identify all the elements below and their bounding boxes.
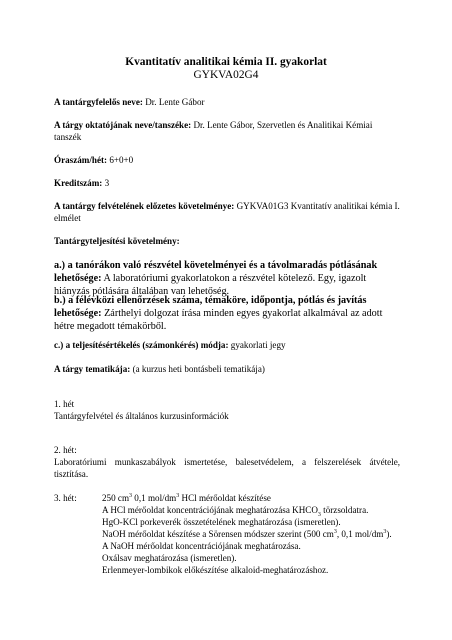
hours-label: Óraszám/hét: xyxy=(54,155,108,165)
prereq-value: GYKVA01G3 Kvantitatív analitikai kémia I. elmélet xyxy=(54,201,400,223)
hours-value: 6+0+0 xyxy=(109,155,134,165)
responsible-line xyxy=(54,97,400,109)
thematics-note: (a kurzus heti bontásbeli tematikája) xyxy=(132,364,265,374)
teacher-line xyxy=(54,120,400,143)
requirement-b xyxy=(54,294,402,333)
document-title: Kvantitatív analitikai kémia II. gyakorlat xyxy=(125,56,327,68)
requirement-c xyxy=(54,340,400,352)
requirement-a-heading: a.) a tanórákon való részvétel követelményei és a távolmaradás pótlásának lehetősége: xyxy=(54,260,378,284)
requirements-heading: Tantárgyteljesítési követelmény: xyxy=(54,236,180,246)
prereq-line xyxy=(54,201,400,224)
prereq-label: A tantárgy felvételének előzetes követelménye: xyxy=(54,201,235,211)
week3-line-2: A HCl mérőoldat koncentrációjának meghatározása $KHCO_3$ törzsoldatra. xyxy=(102,505,369,518)
week3-line-6: Oxálsav meghatározása (ismeretlen). xyxy=(102,553,237,563)
week1-label: 1. hét xyxy=(54,399,75,409)
week3-line-3: HgO-KCl porkeverék összetételének meghatározása (ismeretlen). xyxy=(102,517,341,527)
week3-label: 3. hét: xyxy=(54,493,77,503)
credits-line xyxy=(54,178,400,190)
requirement-a xyxy=(54,259,402,298)
requirement-c-text: gyakorlati jegy xyxy=(230,340,286,350)
requirement-b-text: Zárthelyi dolgozat írása minden egyes gyakorlat alkalmával az adott hétre megadott témakörből. xyxy=(54,308,383,332)
teacher-label: A tárgy oktatójának neve/tanszéke: xyxy=(54,120,192,130)
week3-line-7: Erlenmeyer-lombikok előkészítése alkaloid-meghatározáshoz. xyxy=(102,565,329,575)
week2-label: 2. hét: xyxy=(54,445,77,455)
hours-line xyxy=(54,155,400,167)
week3-line-4: NaOH mérőoldat készítése a Sörensen módszer szerint (500 $cm^3$, 0,1 mol/$dm^3$). xyxy=(102,528,392,539)
week3-line-5: A NaOH mérőoldat koncentrációjának meghatározása. xyxy=(102,541,301,551)
responsible-label: A tantárgyfelelős neve: xyxy=(54,97,143,107)
week2-text xyxy=(54,457,400,480)
thematics-line xyxy=(54,364,400,376)
responsible-value: Dr. Lente Gábor xyxy=(145,97,205,107)
week1-text: Tantárgyfelvétel és általános kurzusinformációk xyxy=(54,411,229,421)
thematics-label: A tárgy tematikája: xyxy=(54,364,131,374)
week3-line-1: 250 $cm^3$ 0,1 mol/$dm^3$ HCl mérőoldat készítése xyxy=(102,492,271,503)
requirement-a-text: A laboratóriumi gyakorlatokon a részvétel kötelező. Egy, igazolt hiányzás pótlására általában van lehetőség. xyxy=(54,273,367,297)
credits-value: 3 xyxy=(104,178,110,188)
course-code: GYKVA02G4 xyxy=(193,69,259,81)
requirement-b-heading: b.) a félévközi ellenőrzések száma, témaköre, időpontja, pótlás és javítás lehetősége: xyxy=(54,295,367,319)
requirement-c-heading: c.) a teljesítésértékelés (számonkérés) módja: xyxy=(54,340,229,350)
teacher-value: Dr. Lente Gábor, Szervetlen és Analitikai Kémiai tanszék xyxy=(54,120,373,142)
credits-label: Kreditszám: xyxy=(54,178,103,188)
week2-text-content: Laboratóriumi munkaszabályok ismertetése, balesetvédelem, a felszerelések átvétele, tisztítása. xyxy=(54,457,400,479)
